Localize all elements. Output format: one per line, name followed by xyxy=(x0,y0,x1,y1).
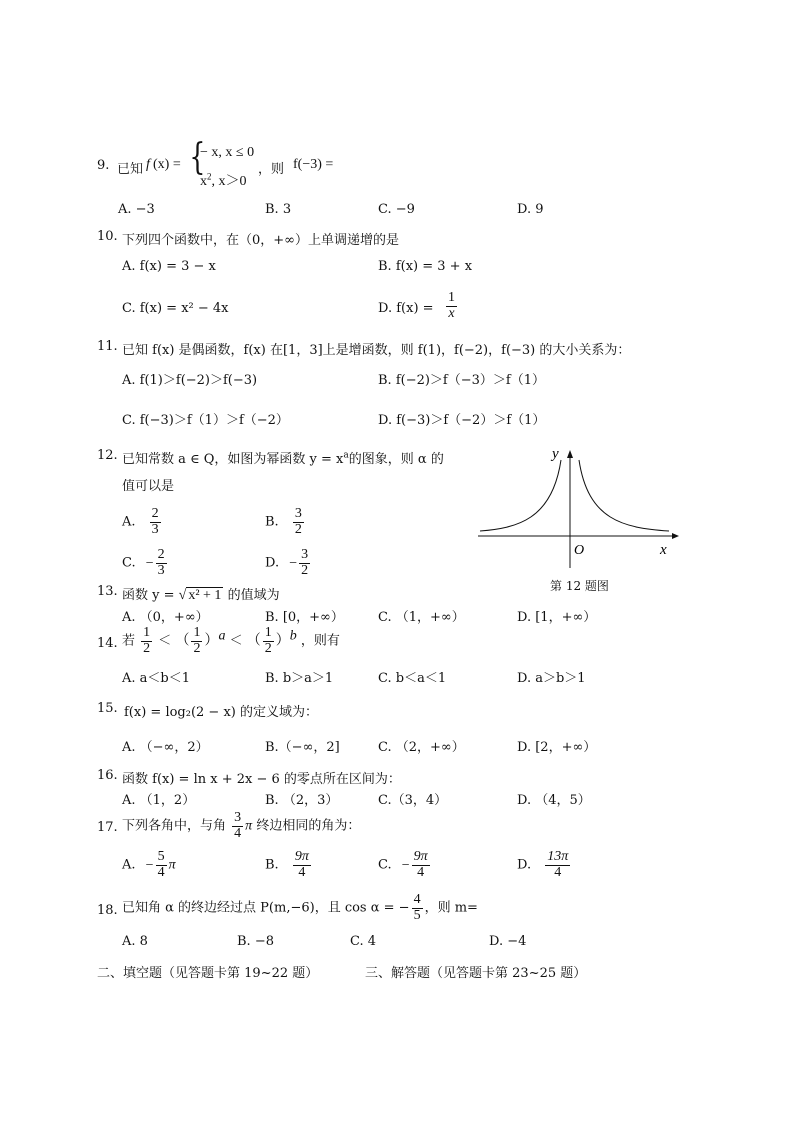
q13-radicand: x² + 1 xyxy=(188,588,222,603)
q12-optb-label: B. xyxy=(265,514,279,530)
q17-number: 17. xyxy=(97,820,118,835)
q9-stem-prefix: 已知 xyxy=(117,162,144,177)
q18-stem-den: 5 xyxy=(413,907,421,923)
q15-number: 15. xyxy=(97,701,118,716)
q13-option-c: C. （1，+∞） xyxy=(378,610,465,625)
q9-fx: f xyxy=(146,157,150,172)
q10-number: 10. xyxy=(97,229,118,244)
q18-number: 18. xyxy=(97,903,118,918)
origin-label: O xyxy=(574,543,585,558)
q18-option-d: D. −4 xyxy=(489,934,527,949)
q18-stem-prefix: 已知角 α 的终边经过点 P(m,−6)，且 cos α = − xyxy=(122,900,410,916)
q17-optc-label: C. xyxy=(378,857,392,873)
q12-stem-exp: a xyxy=(343,450,349,461)
q12-option-a xyxy=(122,507,163,537)
q12-optb-den: 2 xyxy=(294,521,302,537)
q10-optd-den: x xyxy=(446,306,457,322)
q12-figure-caption: 第 12 题图 xyxy=(550,579,609,593)
q10-option-d-fraction xyxy=(444,291,459,321)
q14-half-den-1: 2 xyxy=(143,640,151,656)
q18-stem xyxy=(122,893,478,923)
q12-optb-num: 3 xyxy=(294,506,302,521)
q17-option-c xyxy=(378,850,432,880)
q11-stem: 已知 f(x) 是偶函数，f(x) 在[1，3]上是增函数，则 f(1)，f(−2)，f(−3) 的大小关系为： xyxy=(122,343,631,358)
q11-option-b: B. f(−2)＞f（−3）＞f（1） xyxy=(378,373,545,388)
q11-number: 11. xyxy=(97,339,118,354)
x-axis-label: x xyxy=(660,542,667,558)
q15-option-c: C. （2，+∞） xyxy=(378,740,465,755)
q17-option-d xyxy=(517,850,572,880)
q12-option-c xyxy=(122,548,169,578)
q9-option-b: B. 3 xyxy=(265,202,292,217)
q16-number: 16. xyxy=(97,768,118,783)
q17-opta-num: 5 xyxy=(157,849,165,864)
q11-option-d: D. f(−3)＞f（−2）＞f（1） xyxy=(378,413,546,428)
q11-option-a: A. f(1)＞f(−2)＞f(−3) xyxy=(122,373,258,388)
q10-option-c: C. f(x) = x² − 4x xyxy=(122,301,229,316)
q10-option-b: B. f(x) = 3 + x xyxy=(378,259,473,274)
section-solve-title: 三、解答题（见答题卡第 23~25 题） xyxy=(365,966,587,981)
section-fill-in-title: 二、填空题（见答题卡第 19~22 题） xyxy=(97,966,319,981)
q16-stem: 函数 f(x) = ln x + 2x − 6 的零点所在区间为： xyxy=(122,772,401,787)
q9-piece2-rest: , x＞0 xyxy=(211,174,247,189)
q14-stem: 若 $\frac{1}{2}$ ＜ （ $\frac{1}{2}$ ）$^a$ ＜ （ $\frac{1}{2}$ ）$^b$ ，则有 xyxy=(122,625,340,656)
q12-power-function-graph xyxy=(472,440,682,575)
q13-option-b: B. [0，+∞） xyxy=(265,610,344,625)
q14-lt-2: ＜ xyxy=(229,633,243,649)
q14-number: 14. xyxy=(97,636,118,651)
q12-opta-den: 3 xyxy=(151,521,159,537)
q12-optd-sign: − xyxy=(289,555,298,571)
q14-lt-1: ＜ xyxy=(158,633,172,649)
q17-optc-den: 4 xyxy=(412,865,430,881)
q17-opta-den: 4 xyxy=(157,864,165,880)
q14-half-den-2: 2 xyxy=(193,640,201,656)
q12-optc-den: 3 xyxy=(157,562,165,578)
q17-stem-num: 3 xyxy=(234,810,242,825)
q14-half-num-3: 1 xyxy=(264,625,272,640)
q13-option-d: D. [1，+∞） xyxy=(517,610,597,625)
x-axis-arrow xyxy=(672,533,679,539)
q16-option-b: B. （2，3） xyxy=(265,793,339,808)
q14-exp-b: b xyxy=(289,628,297,644)
q17-option-a xyxy=(122,850,176,880)
q14-exp-a: a xyxy=(218,628,226,644)
q13-sqrt-sign: √ xyxy=(178,588,187,603)
q12-optc-sign: − xyxy=(145,555,154,571)
q13-number: 13. xyxy=(97,584,118,599)
q14-half-num-1: 1 xyxy=(143,625,151,640)
q15-option-a: A. （−∞，2） xyxy=(122,740,209,755)
q13-stem-suffix: 的值域为 xyxy=(227,588,280,603)
y-axis-label: y xyxy=(552,446,559,462)
q9-option-d: D. 9 xyxy=(517,202,544,217)
q16-option-c: C.（3，4） xyxy=(378,793,448,808)
q12-optd-num: 3 xyxy=(301,547,309,562)
curve-right-branch xyxy=(579,460,669,531)
q17-stem-suffix: 终边相同的角为： xyxy=(256,818,361,834)
q12-option-d xyxy=(265,548,312,578)
q9-piece2-exp: 2 xyxy=(207,171,212,182)
q18-stem-suffix: ，则 m= xyxy=(424,900,478,916)
y-axis-arrow xyxy=(567,450,573,458)
q9-brace: { xyxy=(189,137,206,178)
q9-piece1: − x, x ≤ 0 xyxy=(200,145,255,160)
q12-optc-num: 2 xyxy=(157,547,165,562)
q12-opta-label: A. xyxy=(122,514,136,530)
q18-option-b: B. −8 xyxy=(237,934,274,949)
q17-optb-num: 9π xyxy=(294,849,309,864)
q17-optd-den: 4 xyxy=(545,865,570,881)
q13-stem xyxy=(122,584,280,604)
q18-option-c: C. 4 xyxy=(350,934,377,949)
q10-optd-num: 1 xyxy=(448,290,455,305)
q14-option-c: C. b＜a＜1 xyxy=(378,671,447,686)
q12-opta-num: 2 xyxy=(151,506,159,521)
q17-stem-pi: π xyxy=(245,818,253,834)
q9-stem-suffix: ，则 xyxy=(258,162,285,177)
q12-optd-label: D. xyxy=(265,555,280,571)
q16-option-a: A. （1，2） xyxy=(122,793,196,808)
q12-stem-text: 已知常数 a ∈ Q，如图为幂函数 y = x xyxy=(122,452,344,467)
q17-optb-label: B. xyxy=(265,857,279,873)
q15-option-b: B.（−∞，2] xyxy=(265,740,340,755)
q9-number: 9. xyxy=(97,158,110,173)
q10-option-d: D. f(x) = xyxy=(378,301,434,316)
q11-option-c: C. f(−3)＞f（1）＞f（−2） xyxy=(122,413,289,428)
q14-stem-prefix: 若 xyxy=(122,633,136,649)
q12-number: 12. xyxy=(97,448,118,463)
q14-option-a: A. a＜b＜1 xyxy=(122,671,190,686)
q9-option-a: A. −3 xyxy=(118,202,155,217)
q12-optd-den: 2 xyxy=(301,562,309,578)
q9-ask: f(−3) = xyxy=(293,157,334,172)
q9-piece2-base: x xyxy=(200,174,207,189)
q17-optb-den: 4 xyxy=(293,865,311,881)
q15-stem: f(x) = log₂(2 − x) 的定义域为： xyxy=(124,705,318,720)
q13-option-a: A. （0，+∞） xyxy=(122,610,209,625)
q17-optc-num: 9π xyxy=(413,849,428,864)
q14-option-b: B. b＞a＞1 xyxy=(265,671,334,686)
q9-fx-arg: (x) = xyxy=(153,157,181,172)
q17-optd-num: 13π xyxy=(547,849,569,864)
q16-option-d: D. （4，5） xyxy=(517,793,591,808)
q14-half-den-3: 2 xyxy=(264,640,272,656)
q18-option-a: A. 8 xyxy=(122,934,148,949)
q9-option-c: C. −9 xyxy=(378,202,415,217)
q12-stem-line2: 值可以是 xyxy=(122,479,175,494)
q9-piece2 xyxy=(200,170,247,190)
q17-stem-den: 4 xyxy=(234,825,242,841)
q17-stem-prefix: 下列各角中，与角 xyxy=(122,818,227,834)
q15-option-d: D. [2，+∞） xyxy=(517,740,597,755)
q14-half-num-2: 1 xyxy=(193,625,201,640)
q12-option-b xyxy=(265,507,306,537)
q12-optc-label: C. xyxy=(122,555,136,571)
curve-left-branch xyxy=(480,460,561,531)
q17-opta-label: A. xyxy=(122,857,136,873)
q14-option-d: D. a＞b＞1 xyxy=(517,671,586,686)
q17-option-b xyxy=(265,850,313,880)
q17-optc-sign: − xyxy=(401,857,410,873)
q18-stem-num: 4 xyxy=(413,892,421,907)
q10-option-a: A. f(x) = 3 − x xyxy=(122,259,216,274)
q10-stem: 下列四个函数中，在（0，+∞）上单调递增的是 xyxy=(122,233,399,248)
q12-stem-line1 xyxy=(122,448,444,467)
q17-opta-pi: π xyxy=(168,857,176,873)
q12-stem-end: 的图象，则 α 的 xyxy=(348,452,444,467)
q17-stem xyxy=(122,811,360,841)
q14-stem-suffix: ，则有 xyxy=(300,633,340,649)
q17-optd-label: D. xyxy=(517,857,532,873)
q13-stem-prefix: 函数 y = xyxy=(122,588,175,603)
q17-opta-sign: − xyxy=(145,857,154,873)
